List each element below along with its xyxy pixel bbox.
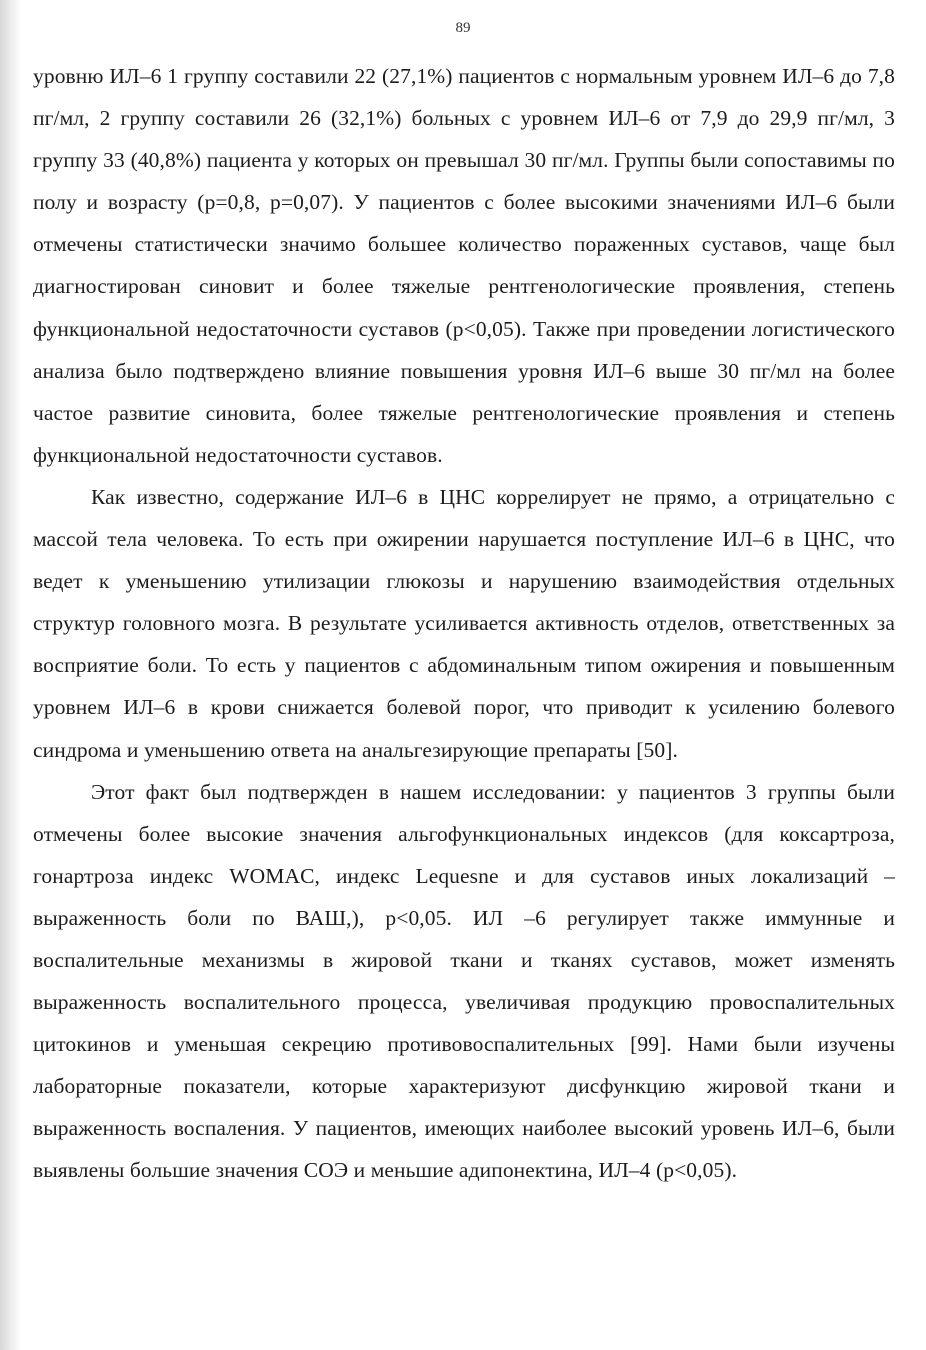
paragraph-continuation: уровню ИЛ–6 1 группу составили 22 (27,1%) пациентов с нормальным уровнем ИЛ–6 до 7,8 пг/мл, 2 группу составили 26 (32,1%) больных с уровнем ИЛ–6 от 7,9 до 29,9 пг/мл, 3 группу 33 (40,8%) пациента у которых он превышал 30 пг/мл. Группы были сопоставимы по полу и возрасту (p=0,8, p=0,07). У пациентов с более высокими значениями ИЛ–6 были отмечены статистически значимо большее количество пораженных суставов, чаще был диагностирован синовит и более тяжелые рентгенологические проявления, степень функциональной недостаточности суставов (p<0,05). Также при проведении логистического анализа было подтверждено влияние повышения уровня ИЛ–6 выше 30 пг/мл на более частое развитие синовита, более тяжелые рентгенологические проявления и степень функциональной недостаточности суставов. <box>33 64 895 467</box>
document-body <box>33 55 895 1192</box>
paragraph-cns-obesity: Как известно, содержание ИЛ–6 в ЦНС коррелирует не прямо, а отрицательно с массой тела человека. То есть при ожирении нарушается поступление ИЛ–6 в ЦНС, что ведет к уменьшению утилизации глюкозы и нарушению взаимодействия отдельных структур головного мозга. В результате усиливается активность отделов, ответственных за восприятие боли. То есть у пациентов с абдоминальным типом ожирения и повышенным уровнем ИЛ–6 в крови снижается болевой порог, что приводит к усилению болевого синдрома и уменьшению ответа на анальгезирующие препараты [50]. <box>33 484 895 762</box>
scan-shadow-edge <box>0 0 22 1350</box>
paragraph-study-findings: Этот факт был подтвержден в нашем исследовании: у пациентов 3 группы были отмечены более высокие значения альгофункциональных индексов (для коксартроза, гонартроза индекс WOMAC, индекс Lequesne и для суставов иных локализаций – выраженность боли по ВАШ,), p<0,05. ИЛ –6 регулирует также иммунные и воспалительные механизмы в жировой ткани и тканях суставов, может изменять выраженность воспалительного процесса, увеличивая продукцию провоспалительных цитокинов и уменьшая секрецию противовоспалительных [99]. Нами были изучены лабораторные показатели, которые характеризуют дисфункцию жировой ткани и выраженность воспаления. У пациентов, имеющих наиболее высокий уровень ИЛ–6, были выявлены большие значения СОЭ и меньшие адипонектина, ИЛ–4 (p<0,05). <box>33 779 895 1183</box>
page-number: 89 <box>455 20 471 36</box>
